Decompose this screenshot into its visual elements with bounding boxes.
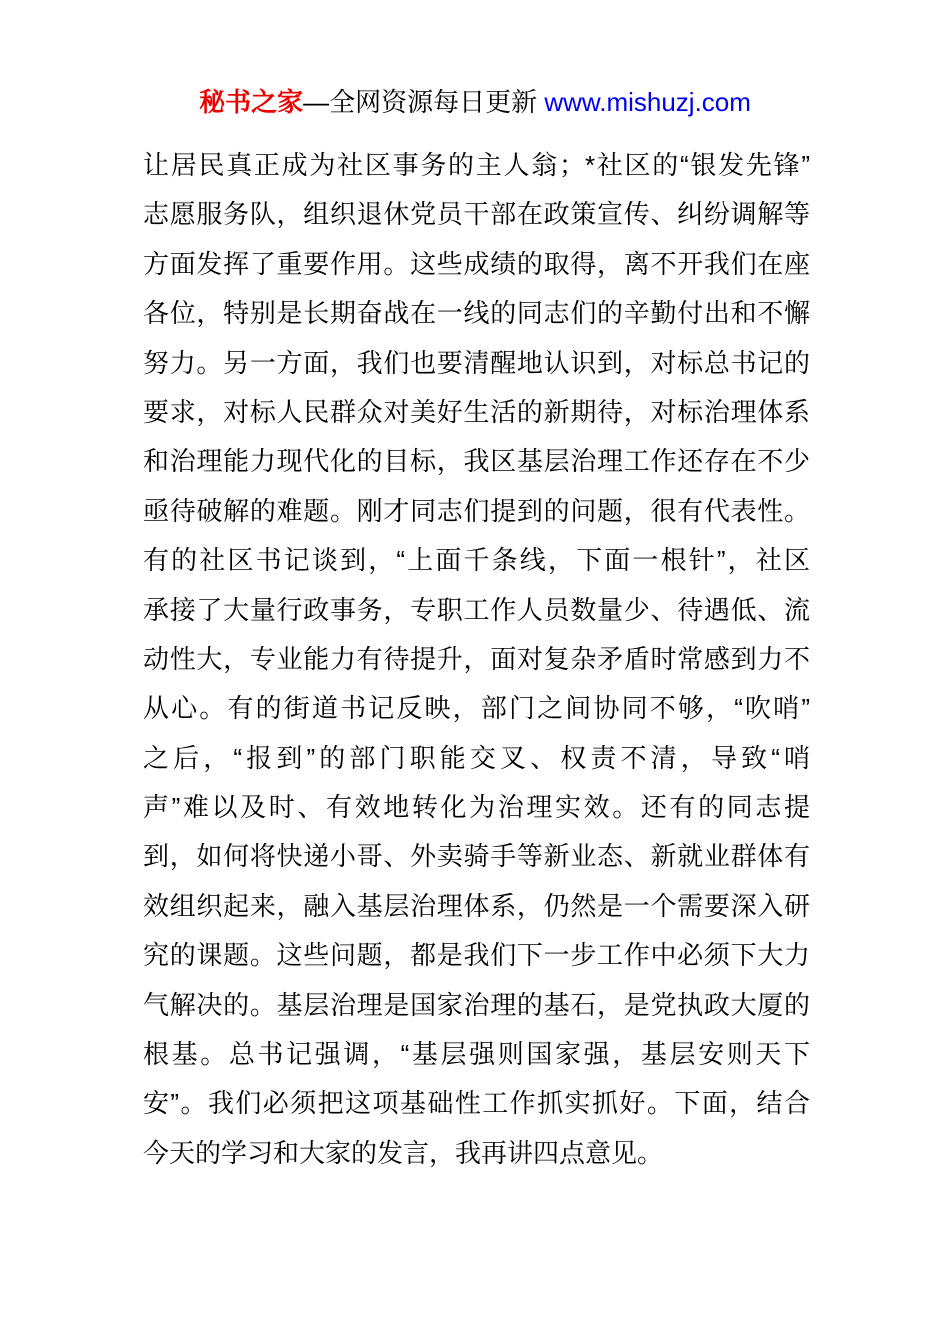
body-line: 之后，“报到”的部门职能交叉、权责不清，导致“哨 [143,742,810,773]
body-line: 今天的学习和大家的发言，我再讲四点意见。 [143,1137,664,1168]
document-body [143,141,810,1178]
body-line: 努力。另一方面，我们也要清醒地认识到，对标总书记的 [143,347,810,378]
body-line: 声”难以及时、有效地转化为治理实效。还有的同志提 [143,792,810,823]
site-url-link[interactable]: www.mishuzj.com [544,87,751,117]
body-line: 究的课题。这些问题，都是我们下一步工作中必须下大力 [143,940,810,971]
body-line: 承接了大量行政事务，专职工作人员数量少、待遇低、流 [143,594,810,625]
body-line: 各位，特别是长期奋战在一线的同志们的辛勤付出和不懈 [143,298,810,329]
body-line: 方面发挥了重要作用。这些成绩的取得，离不开我们在座 [143,248,810,279]
body-line: 根基。总书记强调，“基层强则国家强，基层安则天下 [143,1039,810,1070]
body-line: 志愿服务队，组织退休党员干部在政策宣传、纠纷调解等 [143,199,810,230]
body-line: 效组织起来，融入基层治理体系，仍然是一个需要深入研 [143,890,810,921]
body-line: 亟待破解的难题。刚才同志们提到的问题，很有代表性。 [143,495,810,526]
site-brand: 秘书之家 [199,87,304,117]
site-header [0,86,950,118]
body-line: 动性大，专业能力有待提升，面对复杂矛盾时常感到力不 [143,643,810,674]
body-line: 安”。我们必须把这项基础性工作抓实抓好。下面，结合 [143,1088,810,1119]
body-line: 气解决的。基层治理是国家治理的基石，是党执政大厦的 [143,989,810,1020]
body-line: 和治理能力现代化的目标，我区基层治理工作还存在不少 [143,446,810,477]
body-line: 让居民真正成为社区事务的主人翁；*社区的“银发先锋” [143,150,810,180]
site-tagline: —全网资源每日更新 [303,87,545,117]
body-line: 有的社区书记谈到，“上面千条线，下面一根针”，社区 [143,545,810,576]
body-line: 要求，对标人民群众对美好生活的新期待，对标治理体系 [143,396,810,427]
body-line: 从心。有的街道书记反映，部门之间协同不够，“吹哨” [143,693,810,724]
body-line: 到，如何将快递小哥、外卖骑手等新业态、新就业群体有 [143,841,810,872]
